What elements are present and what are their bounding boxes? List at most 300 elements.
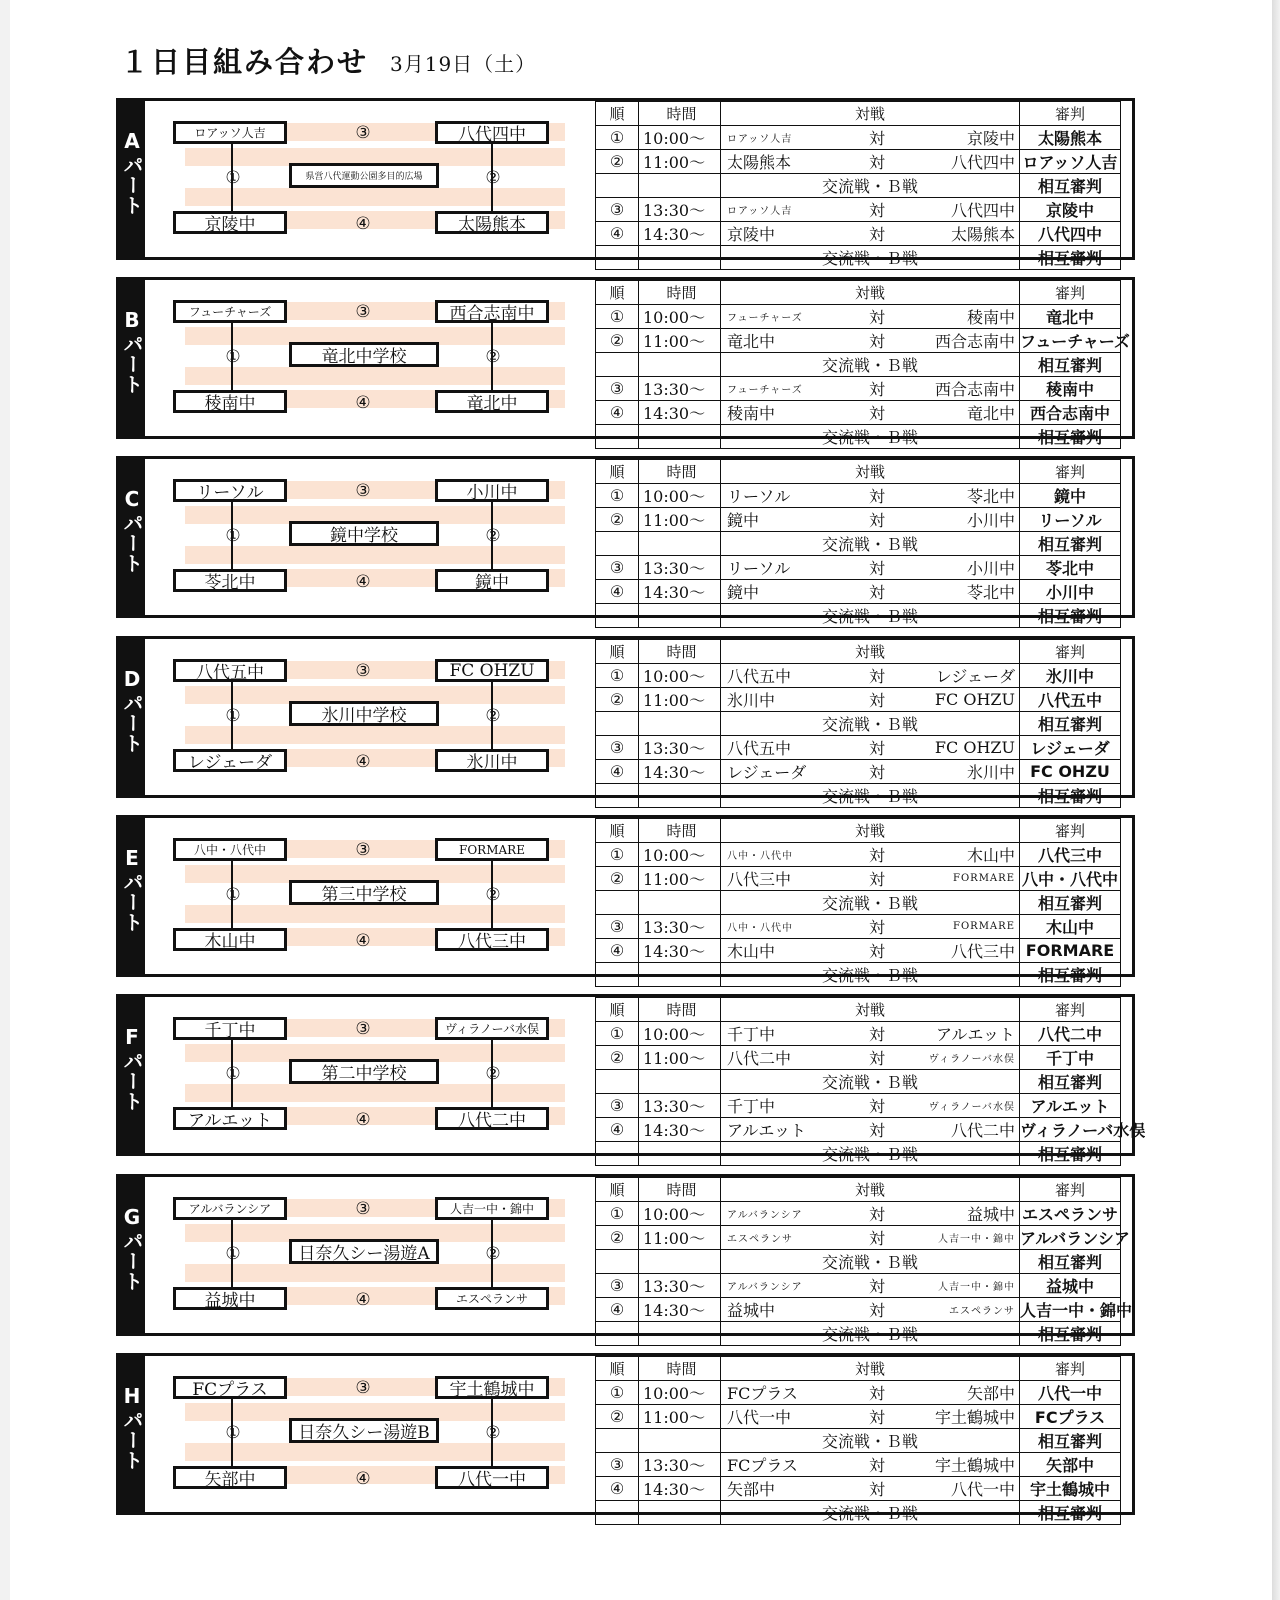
part-label <box>119 639 145 795</box>
match-number: ④ <box>355 752 371 772</box>
away-team: アルエット <box>935 1024 1015 1044</box>
venue-name: 第三中学校 <box>289 880 439 905</box>
match-cell <box>721 842 1020 866</box>
part-label <box>119 997 145 1153</box>
bracket-team: 竜北中 <box>435 390 549 413</box>
bracket-team: 小川中 <box>435 479 549 502</box>
order-cell: ④ <box>596 1117 639 1141</box>
bracket-stripe <box>185 905 565 923</box>
vs-label: 対 <box>868 1300 885 1320</box>
bracket-diagram <box>145 101 605 257</box>
exchange-row <box>596 783 1121 807</box>
exchange-row <box>596 890 1121 914</box>
referee-cell: 相互審判 <box>1020 352 1121 376</box>
time-cell: 10:00～ <box>639 842 721 866</box>
match-number: ③ <box>355 302 371 322</box>
order-cell: ① <box>596 842 639 866</box>
schedule-table <box>595 280 1130 449</box>
referee-cell: 八代一中 <box>1020 1380 1121 1404</box>
time-cell: 14:30～ <box>639 938 721 962</box>
time-cell: 11:00～ <box>639 328 721 352</box>
part-label <box>119 1356 145 1512</box>
order-cell: ① <box>596 125 639 149</box>
match-cell <box>721 304 1020 328</box>
exchange-label: 交流戦・Ｂ戦 <box>721 531 1020 555</box>
exchange-label: 交流戦・Ｂ戦 <box>721 1428 1020 1452</box>
part-suffix: パート <box>120 1051 144 1111</box>
match-cell <box>721 687 1020 711</box>
header-time: 時間 <box>639 281 721 305</box>
match-cell <box>721 376 1020 400</box>
order-cell <box>596 1249 639 1273</box>
match-cell <box>721 663 1020 687</box>
header-match: 対戦 <box>721 998 1020 1022</box>
schedule-row <box>596 938 1121 962</box>
referee-cell: 相互審判 <box>1020 1141 1121 1165</box>
match-number: ③ <box>355 661 371 681</box>
match-number: ① <box>225 347 241 367</box>
exchange-row <box>596 962 1121 986</box>
schedule-header <box>596 1357 1121 1381</box>
order-cell: ② <box>596 866 639 890</box>
part-letter: G <box>123 1205 141 1229</box>
order-cell: ③ <box>596 914 639 938</box>
referee-cell: 小川中 <box>1020 579 1121 603</box>
match-number: ② <box>485 1064 501 1084</box>
match-number: ② <box>485 706 501 726</box>
time-cell <box>639 1069 721 1093</box>
match-number: ③ <box>355 123 371 143</box>
referee-cell: レジェーダ <box>1020 735 1121 759</box>
schedule-row <box>596 197 1121 221</box>
match-cell <box>721 328 1020 352</box>
venue-name: 竜北中学校 <box>289 342 439 367</box>
referee-cell: エスペランサ <box>1020 1201 1121 1225</box>
exchange-label: 交流戦・Ｂ戦 <box>721 962 1020 986</box>
exchange-label: 交流戦・Ｂ戦 <box>721 1321 1020 1345</box>
bracket-stripe <box>185 546 565 564</box>
away-team: FC OHZU <box>934 737 1015 757</box>
match-number: ① <box>225 1244 241 1264</box>
match-number: ④ <box>355 393 371 413</box>
part-block-a <box>116 98 1135 268</box>
referee-cell: 人吉一中・錦中 <box>1020 1297 1121 1321</box>
match-number: ② <box>485 347 501 367</box>
exchange-row <box>596 352 1121 376</box>
bracket-diagram <box>145 818 605 974</box>
exchange-label: 交流戦・Ｂ戦 <box>721 352 1020 376</box>
vs-label: 対 <box>868 224 885 244</box>
part-block-c <box>116 456 1135 626</box>
match-number: ② <box>485 526 501 546</box>
exchange-row <box>596 1249 1121 1273</box>
vs-label: 対 <box>868 845 885 865</box>
time-cell <box>639 173 721 197</box>
exchange-label: 交流戦・Ｂ戦 <box>721 603 1020 627</box>
home-team: 千丁中 <box>727 1096 776 1116</box>
bracket-team: 鏡中 <box>435 569 549 592</box>
referee-cell: 京陵中 <box>1020 197 1121 221</box>
part-label <box>119 818 145 974</box>
time-cell: 10:00～ <box>639 125 721 149</box>
match-cell <box>721 1225 1020 1249</box>
order-cell <box>596 783 639 807</box>
header-time: 時間 <box>639 460 721 484</box>
home-team: エスペランサ <box>727 1233 793 1245</box>
time-cell <box>639 1500 721 1524</box>
away-team: 宇土鶴城中 <box>934 1455 1015 1475</box>
bracket-team: 矢部中 <box>173 1466 287 1489</box>
home-team: アルバランシア <box>727 1209 803 1221</box>
home-team: 八中・八代中 <box>727 922 793 934</box>
match-number: ① <box>225 168 241 188</box>
header-order: 順 <box>596 640 639 664</box>
away-team: 八代四中 <box>950 152 1015 172</box>
part-suffix: パート <box>120 872 144 932</box>
bracket-team: 益城中 <box>173 1287 287 1310</box>
away-team: 稜南中 <box>966 307 1015 327</box>
referee-cell: 八代五中 <box>1020 687 1121 711</box>
vs-label: 対 <box>868 1407 885 1427</box>
home-team: レジェーダ <box>727 762 807 782</box>
vs-label: 対 <box>868 128 885 148</box>
part-block-b <box>116 277 1135 447</box>
schedule-row <box>596 842 1121 866</box>
bracket-team: FC OHZU <box>435 659 549 682</box>
order-cell: ② <box>596 507 639 531</box>
away-team: 竜北中 <box>966 403 1015 423</box>
bracket-diagram <box>145 1177 605 1333</box>
match-number: ② <box>485 168 501 188</box>
vs-label: 対 <box>868 1383 885 1403</box>
away-team: 西合志南中 <box>934 331 1015 351</box>
bracket-team: フューチャーズ <box>173 300 287 323</box>
match-number: ④ <box>355 214 371 234</box>
order-cell: ④ <box>596 1476 639 1500</box>
exchange-row <box>596 424 1121 448</box>
vs-label: 対 <box>868 200 885 220</box>
header-time: 時間 <box>639 998 721 1022</box>
match-cell <box>721 1297 1020 1321</box>
bracket-team: FORMARE <box>435 838 549 861</box>
referee-cell: フューチャーズ <box>1020 328 1121 352</box>
match-number: ② <box>485 1244 501 1264</box>
home-team: 稜南中 <box>727 403 776 423</box>
home-team: 鏡中 <box>727 510 760 530</box>
bracket-stripe <box>185 1443 565 1461</box>
part-label <box>119 101 145 257</box>
schedule-row <box>596 866 1121 890</box>
time-cell: 11:00～ <box>639 866 721 890</box>
home-team: 氷川中 <box>727 690 776 710</box>
home-team: 竜北中 <box>727 331 776 351</box>
part-letter: B <box>124 308 140 332</box>
match-cell <box>721 507 1020 531</box>
order-cell <box>596 1321 639 1345</box>
schedule-row <box>596 687 1121 711</box>
header-time: 時間 <box>639 819 721 843</box>
exchange-row <box>596 1428 1121 1452</box>
bracket-team: 苓北中 <box>173 569 287 592</box>
order-cell: ① <box>596 663 639 687</box>
order-cell: ④ <box>596 579 639 603</box>
schedule-table <box>595 997 1146 1166</box>
schedule-table <box>595 101 1121 270</box>
home-team: 八代一中 <box>727 1407 792 1427</box>
referee-cell: 相互審判 <box>1020 424 1121 448</box>
schedule-row <box>596 149 1121 173</box>
part-letter: H <box>123 1384 141 1408</box>
time-cell <box>639 1141 721 1165</box>
home-team: 矢部中 <box>727 1479 776 1499</box>
home-team: 八代三中 <box>727 869 792 889</box>
referee-cell: 太陽熊本 <box>1020 125 1121 149</box>
referee-cell: 八中・八代中 <box>1020 866 1121 890</box>
referee-cell: リーソル <box>1020 507 1121 531</box>
exchange-row <box>596 173 1121 197</box>
away-team: 矢部中 <box>966 1383 1015 1403</box>
venue-name: 氷川中学校 <box>289 701 439 726</box>
match-cell <box>721 197 1020 221</box>
exchange-label: 交流戦・Ｂ戦 <box>721 890 1020 914</box>
vs-label: 対 <box>868 941 885 961</box>
away-team: 八代二中 <box>950 1120 1015 1140</box>
schedule-row <box>596 1201 1121 1225</box>
away-team: エスペランサ <box>949 1305 1015 1317</box>
order-cell <box>596 1141 639 1165</box>
vs-label: 対 <box>868 1455 885 1475</box>
order-cell <box>596 1069 639 1093</box>
match-number: ④ <box>355 1110 371 1130</box>
referee-cell: 矢部中 <box>1020 1452 1121 1476</box>
referee-cell: FC OHZU <box>1020 759 1121 783</box>
schedule-row <box>596 1093 1121 1117</box>
match-cell <box>721 149 1020 173</box>
match-number: ④ <box>355 572 371 592</box>
home-team: ロアッソ人吉 <box>727 205 793 217</box>
vs-label: 対 <box>868 1024 885 1044</box>
part-label <box>119 1177 145 1333</box>
schedule-row <box>596 1297 1121 1321</box>
order-cell <box>596 1428 639 1452</box>
order-cell: ③ <box>596 735 639 759</box>
bracket-team: 木山中 <box>173 928 287 951</box>
bracket-team: 八代四中 <box>435 121 549 144</box>
match-number: ③ <box>355 1199 371 1219</box>
bracket-stripe <box>185 367 565 385</box>
bracket-team: 千丁中 <box>173 1017 287 1040</box>
bracket-team: 八代三中 <box>435 928 549 951</box>
bracket-stripe <box>185 1084 565 1102</box>
header-referee: 審判 <box>1020 281 1121 305</box>
header-order: 順 <box>596 998 639 1022</box>
schedule-row <box>596 1117 1121 1141</box>
referee-cell: 八代四中 <box>1020 221 1121 245</box>
order-cell <box>596 603 639 627</box>
exchange-row <box>596 245 1121 269</box>
vs-label: 対 <box>868 1479 885 1499</box>
time-cell: 11:00～ <box>639 149 721 173</box>
home-team: 八代五中 <box>727 666 792 686</box>
order-cell: ③ <box>596 555 639 579</box>
away-team: 小川中 <box>966 558 1015 578</box>
order-cell: ② <box>596 1045 639 1069</box>
referee-cell: 相互審判 <box>1020 245 1121 269</box>
venue-name: 日奈久シー湯遊B <box>289 1418 439 1443</box>
time-cell <box>639 603 721 627</box>
schedule-row <box>596 400 1121 424</box>
bracket-team: 稜南中 <box>173 390 287 413</box>
vs-label: 対 <box>868 1228 885 1248</box>
schedule-row <box>596 1273 1121 1297</box>
order-cell: ③ <box>596 376 639 400</box>
schedule-row <box>596 663 1121 687</box>
vs-label: 対 <box>868 869 885 889</box>
home-team: 木山中 <box>727 941 776 961</box>
match-cell <box>721 1273 1020 1297</box>
order-cell: ③ <box>596 197 639 221</box>
home-team: FCプラス <box>727 1455 798 1475</box>
venue-name: 県営八代運動公園多目的広場 <box>289 163 439 188</box>
home-team: ロアッソ人吉 <box>727 133 793 145</box>
away-team: 苓北中 <box>966 582 1015 602</box>
bracket-team: 宇土鶴城中 <box>435 1376 549 1399</box>
header-order: 順 <box>596 460 639 484</box>
schedule-row <box>596 1476 1121 1500</box>
referee-cell: FORMARE <box>1020 938 1121 962</box>
exchange-label: 交流戦・Ｂ戦 <box>721 173 1020 197</box>
venue-name: 第二中学校 <box>289 1059 439 1084</box>
match-number: ④ <box>355 1469 371 1489</box>
bracket-diagram <box>145 997 605 1153</box>
time-cell: 10:00～ <box>639 663 721 687</box>
order-cell <box>596 245 639 269</box>
referee-cell: 相互審判 <box>1020 783 1121 807</box>
order-cell: ① <box>596 1021 639 1045</box>
page-shadow <box>1272 0 1280 1600</box>
schedule-row <box>596 1404 1121 1428</box>
order-cell <box>596 531 639 555</box>
part-block-d <box>116 636 1135 806</box>
referee-cell: 八代三中 <box>1020 842 1121 866</box>
away-team: 八代三中 <box>950 941 1015 961</box>
bracket-team: 西合志南中 <box>435 300 549 323</box>
match-number: ① <box>225 1064 241 1084</box>
home-team: FCプラス <box>727 1383 798 1403</box>
order-cell: ① <box>596 483 639 507</box>
time-cell: 11:00～ <box>639 1404 721 1428</box>
away-team: ヴィラノーバ水俣 <box>928 1101 1015 1113</box>
vs-label: 対 <box>868 152 885 172</box>
away-team: 人吉一中・錦中 <box>938 1233 1015 1245</box>
away-team: 八代一中 <box>950 1479 1015 1499</box>
schedule-row <box>596 1380 1121 1404</box>
order-cell <box>596 711 639 735</box>
away-team: 京陵中 <box>966 128 1015 148</box>
home-team: 八代五中 <box>727 738 792 758</box>
time-cell: 13:30～ <box>639 555 721 579</box>
vs-label: 対 <box>868 331 885 351</box>
time-cell <box>639 245 721 269</box>
bracket-team: 京陵中 <box>173 211 287 234</box>
time-cell <box>639 1428 721 1452</box>
schedule-row <box>596 759 1121 783</box>
bracket-diagram <box>145 280 605 436</box>
schedule-row <box>596 304 1121 328</box>
referee-cell: 相互審判 <box>1020 531 1121 555</box>
order-cell: ① <box>596 1201 639 1225</box>
match-cell <box>721 1380 1020 1404</box>
part-suffix: パート <box>120 334 144 394</box>
schedule-header <box>596 460 1121 484</box>
match-number: ① <box>225 1423 241 1443</box>
order-cell: ④ <box>596 1297 639 1321</box>
venue-name: 日奈久シー湯遊A <box>289 1239 439 1264</box>
schedule-row <box>596 483 1121 507</box>
match-cell <box>721 866 1020 890</box>
exchange-row <box>596 711 1121 735</box>
part-suffix: パート <box>120 1231 144 1291</box>
exchange-row <box>596 1500 1121 1524</box>
bracket-team: 氷川中 <box>435 749 549 772</box>
referee-cell: 八代二中 <box>1020 1021 1121 1045</box>
referee-cell: 竜北中 <box>1020 304 1121 328</box>
bracket-team: リーソル <box>173 479 287 502</box>
header-order: 順 <box>596 819 639 843</box>
vs-label: 対 <box>868 917 885 937</box>
referee-cell: 相互審判 <box>1020 1500 1121 1524</box>
match-cell <box>721 914 1020 938</box>
part-letter: C <box>124 487 140 511</box>
match-cell <box>721 938 1020 962</box>
bracket-diagram <box>145 1356 605 1512</box>
time-cell: 13:30～ <box>639 1273 721 1297</box>
match-number: ① <box>225 885 241 905</box>
schedule-row <box>596 1045 1121 1069</box>
schedule-row <box>596 579 1121 603</box>
venue-name: 鏡中学校 <box>289 521 439 546</box>
home-team: 京陵中 <box>727 224 776 244</box>
vs-label: 対 <box>868 558 885 578</box>
order-cell: ③ <box>596 1452 639 1476</box>
time-cell: 10:00～ <box>639 483 721 507</box>
schedule-table <box>595 818 1121 987</box>
match-number: ③ <box>355 1019 371 1039</box>
header-time: 時間 <box>639 102 721 126</box>
time-cell: 11:00～ <box>639 687 721 711</box>
bracket-team: 八代五中 <box>173 659 287 682</box>
away-team: FORMARE <box>953 872 1015 884</box>
away-team: ヴィラノーバ水俣 <box>928 1053 1015 1065</box>
away-team: 益城中 <box>966 1204 1015 1224</box>
part-suffix: パート <box>120 693 144 753</box>
referee-cell: 相互審判 <box>1020 603 1121 627</box>
away-team: 八代四中 <box>950 200 1015 220</box>
bracket-stripe <box>185 188 565 206</box>
header-time: 時間 <box>639 640 721 664</box>
schedule-header <box>596 819 1121 843</box>
referee-cell: 千丁中 <box>1020 1045 1121 1069</box>
time-cell: 14:30～ <box>639 579 721 603</box>
schedule-table <box>595 1177 1133 1346</box>
schedule-row <box>596 507 1121 531</box>
part-block-g <box>116 1174 1135 1344</box>
schedule-row <box>596 1452 1121 1476</box>
order-cell: ② <box>596 1404 639 1428</box>
part-block-h <box>116 1353 1135 1523</box>
time-cell: 14:30～ <box>639 221 721 245</box>
order-cell: ④ <box>596 759 639 783</box>
